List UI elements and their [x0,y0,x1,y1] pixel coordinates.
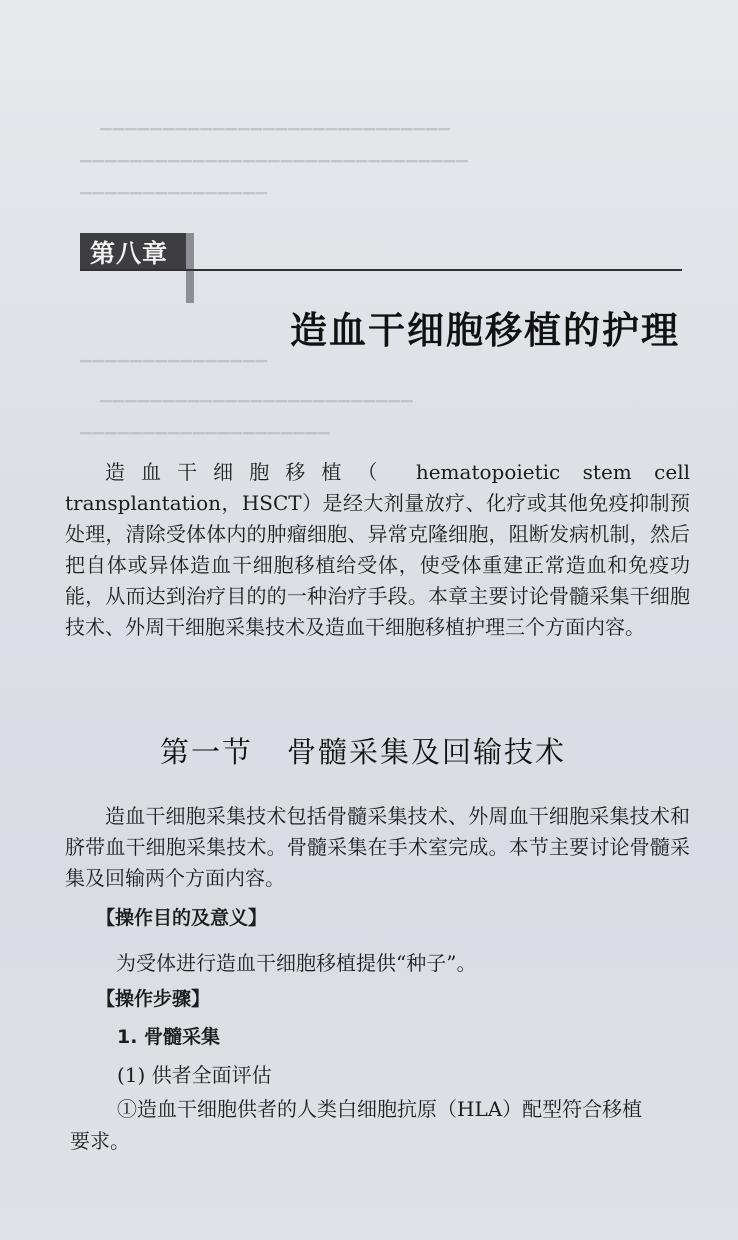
section-name: 骨髓采集及回输技术 [287,735,567,769]
show-through-texture: ▔▔▔▔▔▔▔▔▔▔▔▔▔▔▔▔▔▔▔▔▔▔▔▔▔▔▔▔ [100,128,451,146]
step1-item-continuation: 要求。 [70,1129,130,1153]
section-number: 第一节 [160,735,254,769]
step1-subheading: (1) 供者全面评估 [117,1063,272,1087]
show-through-texture: ▔▔▔▔▔▔▔▔▔▔▔▔▔▔▔ [80,192,269,210]
step1-item: ①造血干细胞供者的人类白细胞抗原（HLA）配型符合移植 [117,1097,643,1121]
chapter-intro-paragraph: 造血干细胞移植（ hematopoietic stem cell transplantation，HSCT）是经大剂量放疗、化疗或其他免疫抑制预处理，清除受体体内的肿瘤细胞、异常克隆细胞，阻断发病机制，然后把自体或异体造血干细胞移植给受体，使受体重建正常造血和免疫功能，从而达到治疗目的的一种治疗手段。本章主要讨论骨髓采集干细胞技术、外周干细胞采集技术及造血干细胞移植护理三个方面内容。 [65,460,690,639]
show-through-texture: ▔▔▔▔▔▔▔▔▔▔▔▔▔▔▔▔▔▔▔▔▔▔▔▔▔ [100,400,414,418]
show-through-texture: ▔▔▔▔▔▔▔▔▔▔▔▔▔▔▔▔▔▔▔▔ [80,432,331,450]
section-title [160,730,566,771]
section-intro-paragraph: 造血干细胞采集技术包括骨髓采集技术、外周血干细胞采集技术和脐带血干细胞采集技术。骨髓采集在手术室完成。本节主要讨论骨髓采集及回输两个方面内容。 [65,804,690,890]
purpose-text: 为受体进行造血干细胞移植提供“种子”。 [116,951,477,975]
chapter-divider [80,269,682,271]
purpose-heading: 【操作目的及意义】 [96,907,268,929]
show-through-texture: ▔▔▔▔▔▔▔▔▔▔▔▔▔▔▔ [80,360,269,378]
show-through-texture: ▔▔▔▔▔▔▔▔▔▔▔▔▔▔▔▔▔▔▔▔▔▔▔▔▔▔▔▔▔▔▔ [80,160,469,178]
chapter-label: 第八章 [90,239,169,268]
chapter-accent-bar [186,233,194,303]
steps-heading: 【操作步骤】 [96,988,211,1010]
chapter-label-box [80,233,190,269]
chapter-title: 造血干细胞移植的护理 [290,309,680,352]
step1-heading: 1. 骨髓采集 [117,1026,221,1048]
